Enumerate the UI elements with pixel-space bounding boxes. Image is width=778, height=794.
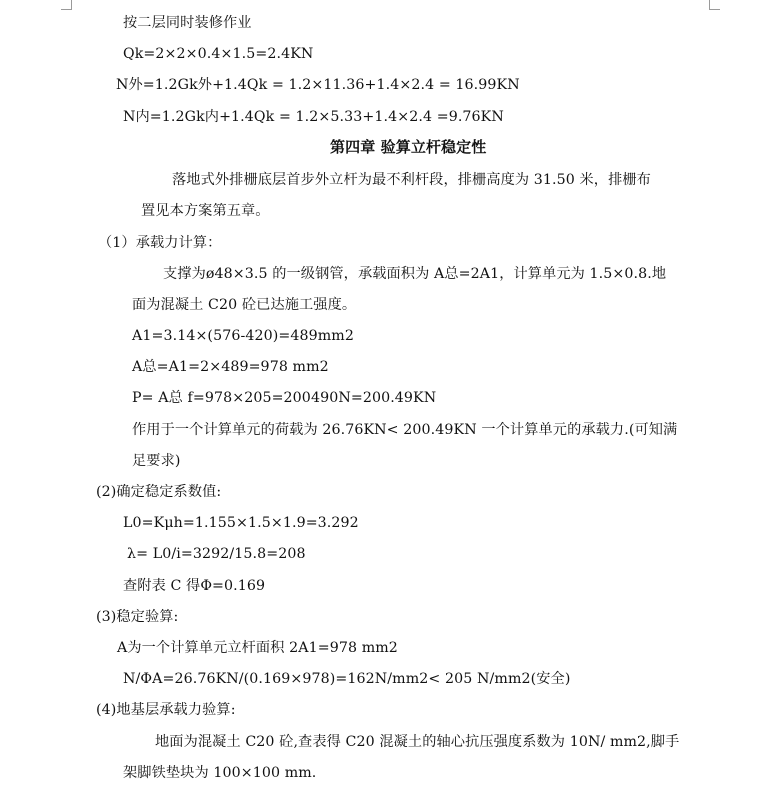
- text-line-17: L0=Kμh=1.155×1.5×1.9=3.292: [123, 515, 359, 531]
- page-corner-mark-right: [709, 0, 720, 10]
- text-line-14: 作用于一个计算单元的荷载为 26.76KN< 200.49KN 一个计算单元的承载力.(可知满: [132, 422, 678, 438]
- chapter-heading: 第四章 验算立杆稳定性: [330, 138, 487, 156]
- text-line-2: Qk=2×2×0.4×1.5=2.4KN: [123, 46, 314, 62]
- section-heading-2: (2)确定稳定系数值:: [96, 484, 222, 500]
- text-line-7: 置见本方案第五章。: [141, 203, 270, 219]
- text-line-4: N内=1.2Gk内+1.4Qk = 1.2×5.33+1.4×2.4 =9.76KN: [123, 109, 504, 125]
- text-line-25: 架脚铁垫块为 100×100 mm.: [123, 765, 317, 781]
- text-line-15: 足要求): [132, 453, 181, 469]
- text-line-21: A为一个计算单元立杆面积 2A1=978 mm2: [117, 640, 398, 656]
- page-corner-mark-left: [61, 0, 72, 10]
- section-heading-4: (4)地基层承载力验算:: [96, 702, 236, 718]
- text-line-24: 地面为混凝土 C20 砼,查表得 C20 混凝土的轴心抗压强度系数为 10N/ mm2,脚手: [155, 734, 680, 750]
- text-line-18: λ= L0/i=3292/15.8=208: [127, 546, 306, 562]
- text-line-1: 按二层同时装修作业: [123, 15, 252, 31]
- text-line-10: 面为混凝土 C20 砼已达施工强度。: [132, 297, 357, 313]
- text-line-19: 查附表 C 得Φ=0.169: [123, 578, 266, 594]
- text-line-6: 落地式外排栅底层首步外立杆为最不利杆段，排栅高度为 31.50 米，排栅布: [172, 172, 651, 188]
- text-line-13: P= A总 f=978×205=200490N=200.49KN: [132, 390, 437, 406]
- text-line-12: A总=A1=2×489=978 mm2: [132, 359, 329, 375]
- section-heading-1: （1）承载力计算：: [98, 235, 222, 251]
- text-line-11: A1=3.14×(576-420)=489mm2: [132, 328, 354, 344]
- text-line-9: 支撑为ø48×3.5 的一级钢管，承载面积为 A总=2A1，计算单元为 1.5×0.8.地: [163, 266, 667, 282]
- text-line-3: N外=1.2Gk外+1.4Qk = 1.2×11.36+1.4×2.4 = 16.99KN: [116, 77, 520, 93]
- section-heading-3: (3)稳定验算:: [96, 609, 179, 625]
- text-line-22: N/ΦA=26.76KN/(0.169×978)=162N/mm2< 205 N/mm2(安全): [123, 671, 571, 687]
